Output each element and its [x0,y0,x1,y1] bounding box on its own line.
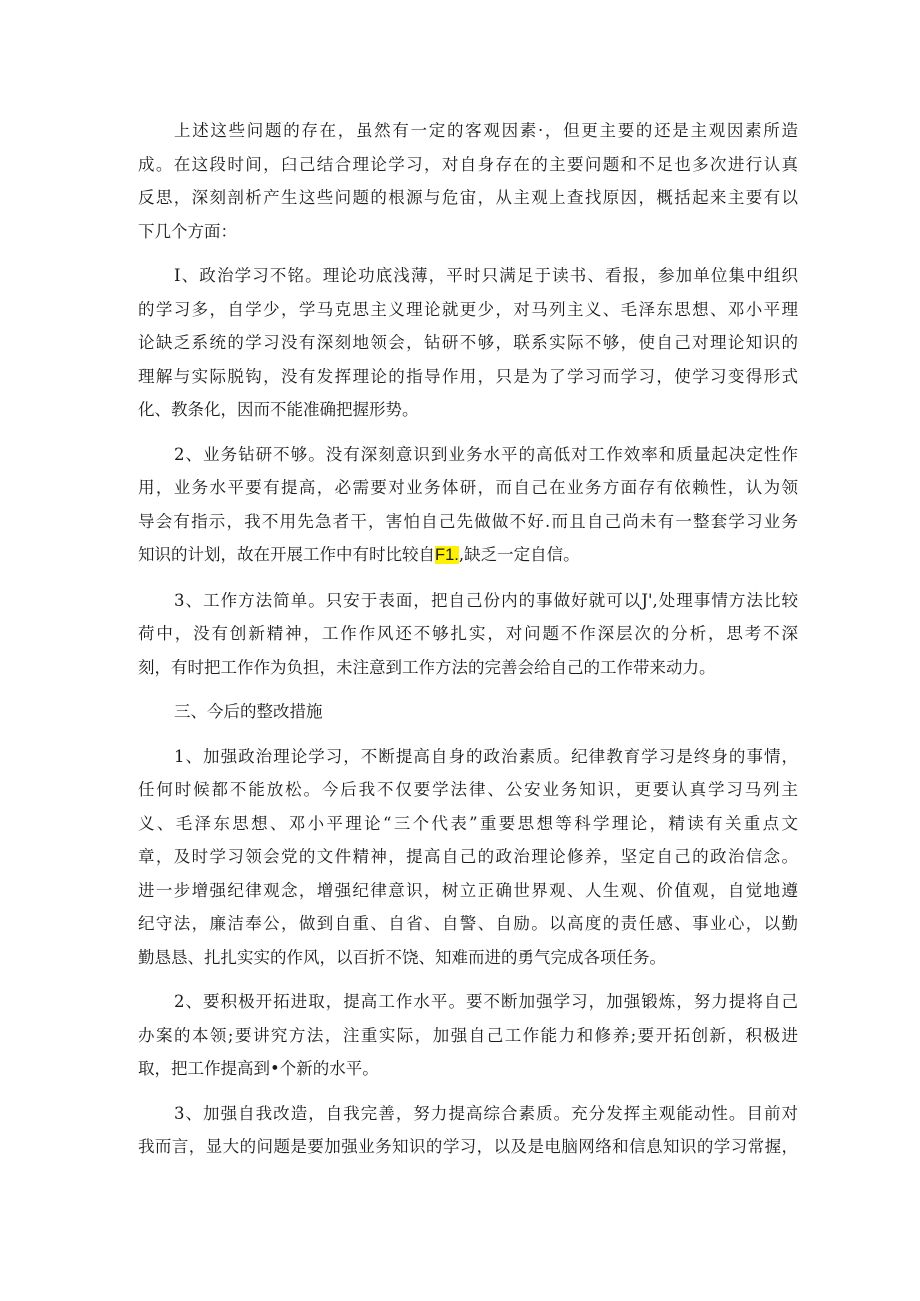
text-line: 我而言，显大的问题是要加强业务知识的学习，以及是电脑网络和信息知识的学习常握， [138,1137,798,1156]
text-line: I、政治学习不铭。理论功底浅薄，平时只满足于读书、看报，参加单位集中组织 [174,266,798,285]
text-line: 成。在这段时间，臼己结合理论学习，对自身存在的主要问题和不足也多次进行认真 [138,154,798,174]
text-line: 化、教条化，因而不能准确把握形势。 [138,400,419,419]
highlighted-text: F1. [435,546,459,564]
paragraph-intro [138,114,798,248]
text-line: 上述这些问题的存在，虽然有一定的客观因素·，但更主要的还是主观因素所造 [174,121,798,140]
text-line: 理解与实际脱钩，没有发挥理论的指导作用，只是为了学习而学习，使学习变得形式 [138,366,798,386]
text-line: 反思，深刻剖析产生这些问题的根源与危宙，从主观上查找原因，概括起来主要有以 [138,188,798,207]
text-line: 荷中，没有创新精神，工作作风还不够扎实，对问题不作深层次的分析，思考不深 [138,624,798,643]
paragraph-measure-3 [138,1097,798,1164]
text-line: 2、业务钻研不够。没有深刻意识到业务水平的高低对工作效率和质量起决定性作 [174,444,798,464]
text-line: 勤恳恳、扎扎实实的作风，以百折不饶、知难而进的勇气完成各项任务。 [138,947,666,967]
paragraph-measure-1 [138,740,798,975]
text-line: 3、加强自我改造，自我完善，努力提高综合素质。充分发挥主观能动性。目前对 [174,1103,798,1123]
text-line: 的学习多，自学少，学马克思主义理论就更少，对马列主义、毛泽东思想、邓小平理 [138,299,798,319]
text-line: 取，把工作提高到•个新的水平。 [138,1059,379,1078]
text-segment: 知识的计划，故在开展工作中有时比较自 [138,545,435,564]
text-line: 2、要积极开拓进取，提高工作水平。要不断加强学习，加强锻炼，努力提将自己 [174,992,798,1011]
paragraph-measure-2 [138,985,798,1086]
paragraph-point-1 [138,259,798,427]
text-line: 任何时候都不能放松。今后我不仅要学法律、公安业务知识，更要认真学习马列主 [138,780,798,799]
text-line: 论缺乏系统的学习没有深刻地领会，钻研不够，联系实际不够，使自己对理论知识的 [138,333,798,352]
text-line: 纪守法，廉洁奉公，做到自重、自省、自警、自励。以高度的责任感、事业心，以勤 [138,914,798,933]
text-line: 用，业务水平要有提高，必需要对业务体研，而自己在业务方面存有依赖性，认为领 [138,478,798,497]
text-line: 下几个方面： [138,221,237,241]
text-line: 章，及时学习领会党的文件精神，提高自己的政治理论修养，坚定自己的政治信念。 [138,847,798,866]
document-body [138,114,798,1175]
paragraph-point-3 [138,584,798,685]
text-line: 导会有指示，我不用先急者干，害怕自己先做做不好.而且自己尚未有一整套学习业务 [138,511,798,531]
text-line: 进一步增强纪律观念，增强纪律意识，树立正确世界观、人生观、价值观，自觉地遵 [138,880,798,900]
paragraph-point-2 [138,438,798,573]
text-line: 义、毛泽东思想、邓小平理论“三个代表”重要思想等科学理论，精读有关重点文 [138,813,798,833]
text-line: 3、工作方法简单。只安于表面，把自己份内的事做好就可以J',处理事情方法比较 [174,590,798,610]
text-line: 1、加强政治理论学习，不断提高自身的政治素质。纪律教育学习是终身的事情， [174,746,798,766]
section-title: 三、今后的整改措施 [174,702,323,721]
text-line [138,538,798,573]
section-heading [138,695,798,729]
text-line: 办案的本领;要讲究方法，注重实际，加强自己工作能力和修养;要开拓创新，积极进 [138,1025,798,1045]
text-segment: ,缺乏一定自信。 [458,545,580,564]
text-line: 刻，有时把工作作为负担，未注意到工作方法的完善会给自己的工作带来动力。 [138,657,716,677]
